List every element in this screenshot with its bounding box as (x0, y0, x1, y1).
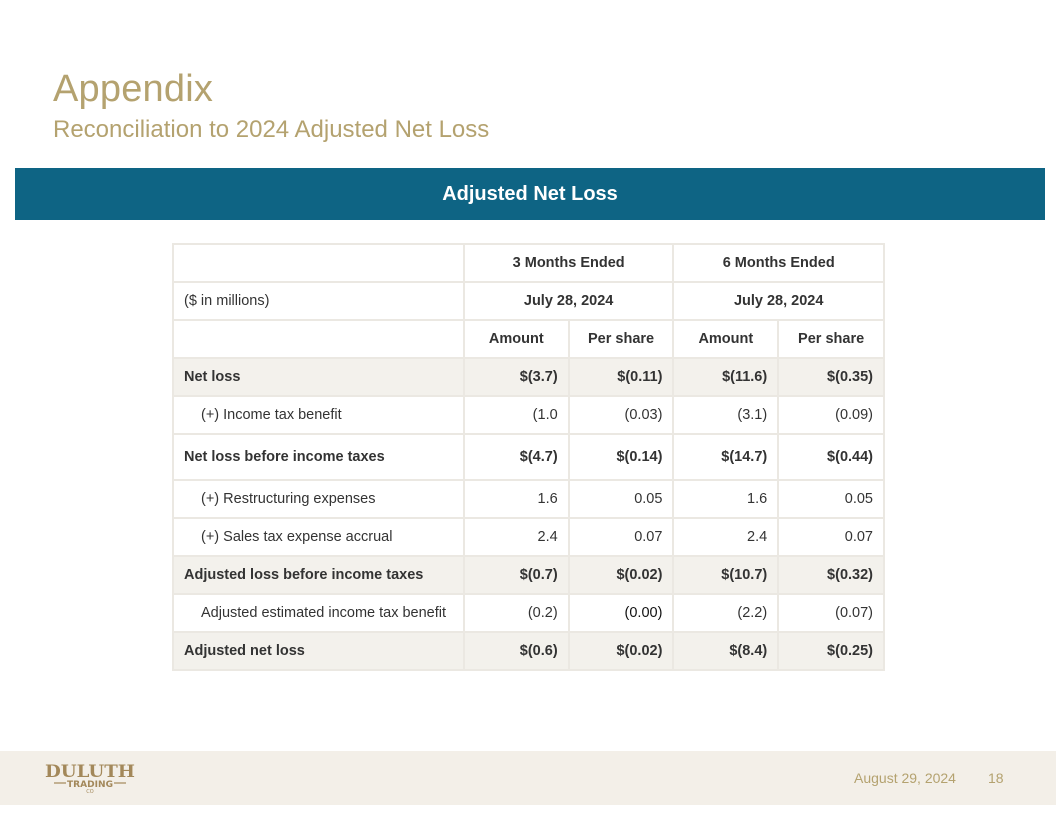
cell-per-share-3m: 0.07 (569, 518, 674, 556)
cell-per-share-3m (569, 594, 674, 632)
reconciliation-table (172, 243, 885, 671)
cell-amount-3m: $(0.6) (464, 632, 569, 670)
cell-amount-6m: (3.1) (673, 396, 778, 434)
header-empty-cell (173, 244, 464, 282)
cell-amount-3m: $(3.7) (464, 358, 569, 396)
row-label: Adjusted estimated income tax benefit (173, 594, 464, 632)
header-date-3-months: July 28, 2024 (464, 282, 674, 320)
header-date-6-months: July 28, 2024 (673, 282, 884, 320)
header-3-months: 3 Months Ended (464, 244, 674, 282)
cell-per-share-3m: (0.03) (569, 396, 674, 434)
cell-per-share-3m: $(0.11) (569, 358, 674, 396)
row-label: (+) Income tax benefit (173, 396, 464, 434)
cell-per-share-3m: $(0.02) (569, 632, 674, 670)
cell-amount-6m: $(14.7) (673, 434, 778, 480)
logo-co: CO (86, 789, 94, 795)
duluth-trading-logo (44, 761, 136, 795)
header-per-share-6m: Per share (778, 320, 884, 358)
cell-per-share-3m: $(0.02) (569, 556, 674, 594)
cell-per-share-6m: $(0.44) (778, 434, 884, 480)
logo-wordmark: DULUTH (45, 762, 135, 782)
cell-amount-3m: $(0.7) (464, 556, 569, 594)
cell-amount-6m: $(11.6) (673, 358, 778, 396)
header-per-share-3m: Per share (569, 320, 674, 358)
table-row-adjusted-net-loss (173, 632, 884, 670)
header-empty-cell (173, 320, 464, 358)
row-label: Adjusted net loss (173, 632, 464, 670)
cell-amount-6m: 2.4 (673, 518, 778, 556)
cell-value: (0.00) (624, 605, 663, 621)
table-row-adjusted-tax-benefit (173, 594, 884, 632)
header-amount-3m: Amount (464, 320, 569, 358)
row-label: (+) Sales tax expense accrual (173, 518, 464, 556)
row-label: Net loss (173, 358, 464, 396)
slide-title: Appendix (53, 68, 214, 110)
header-row-columns (173, 320, 884, 358)
cell-per-share-6m: 0.05 (778, 480, 884, 518)
cell-amount-6m: 1.6 (673, 480, 778, 518)
table-row-net-loss-before-taxes (173, 434, 884, 480)
table-row-adjusted-loss-before-taxes (173, 556, 884, 594)
cell-per-share-3m: $(0.14) (569, 434, 674, 480)
cell-amount-6m: (2.2) (673, 594, 778, 632)
header-6-months: 6 Months Ended (673, 244, 884, 282)
cell-per-share-6m: 0.07 (778, 518, 884, 556)
cell-per-share-6m: $(0.35) (778, 358, 884, 396)
table-row-net-loss (173, 358, 884, 396)
cell-amount-3m: 1.6 (464, 480, 569, 518)
slide-subtitle: Reconciliation to 2024 Adjusted Net Loss (53, 116, 490, 143)
row-label: (+) Restructuring expenses (173, 480, 464, 518)
section-banner (15, 168, 1045, 220)
row-label: Adjusted loss before income taxes (173, 556, 464, 594)
cell-per-share-6m: $(0.32) (778, 556, 884, 594)
cell-per-share-6m: (0.07) (778, 594, 884, 632)
table-row-income-tax-benefit (173, 396, 884, 434)
cell-per-share-6m: $(0.25) (778, 632, 884, 670)
logo-subword: TRADING (67, 780, 113, 790)
row-label: Net loss before income taxes (173, 434, 464, 480)
page-number: 18 (988, 770, 1004, 786)
cell-amount-3m: $(4.7) (464, 434, 569, 480)
units-label: ($ in millions) (173, 282, 464, 320)
cell-amount-3m: (1.0 (464, 396, 569, 434)
cell-amount-6m: $(10.7) (673, 556, 778, 594)
cell-per-share-3m: 0.05 (569, 480, 674, 518)
cell-amount-3m: 2.4 (464, 518, 569, 556)
header-row-periods (173, 244, 884, 282)
cell-amount-3m: (0.2) (464, 594, 569, 632)
cell-per-share-6m: (0.09) (778, 396, 884, 434)
footer-date: August 29, 2024 (854, 770, 956, 786)
cell-amount-6m: $(8.4) (673, 632, 778, 670)
table-row-sales-tax-accrual (173, 518, 884, 556)
footer-bar (0, 751, 1056, 805)
table-row-restructuring (173, 480, 884, 518)
banner-label: Adjusted Net Loss (442, 182, 618, 205)
header-row-dates (173, 282, 884, 320)
header-amount-6m: Amount (673, 320, 778, 358)
